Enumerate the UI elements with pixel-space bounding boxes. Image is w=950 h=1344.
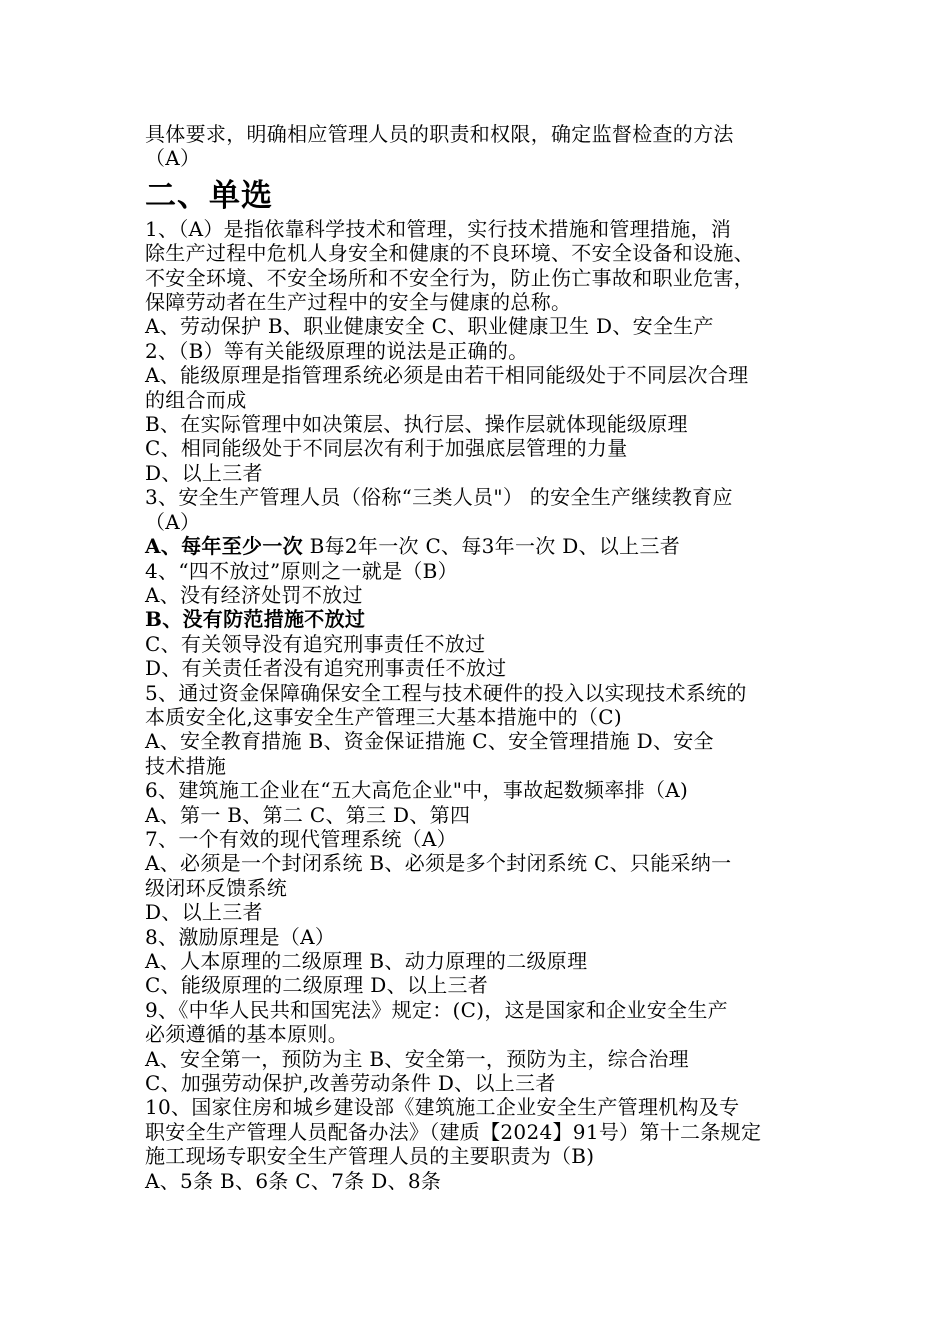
q7-option-d: D、以上三者 (145, 900, 263, 925)
q6-options: A、第一 B、第二 C、第三 D、第四 (145, 802, 471, 827)
q2-option-c: C、相同能级处于不同层次有利于加强底层管理的力量 (145, 436, 628, 461)
q7-options-line-2: 级闭环反馈系统 (145, 875, 288, 900)
q1-line-4: 保障劳动者在生产过程中的安全与健康的总称。 (145, 290, 572, 315)
q2-stem: 2、（B）等有关能级原理的说法是正确的。 (145, 338, 529, 363)
q5-stem-line-1: 5、通过资金保障确保安全工程与技术硬件的投入以实现技术系统的 (145, 680, 747, 705)
q6-stem: 6、建筑施工企业在“五大高危企业"中，事故起数频率排（A) (145, 778, 689, 803)
q3-stem-line-2: （A） (145, 509, 201, 534)
q8-stem: 8、激励原理是（A） (145, 924, 336, 949)
q10-options: A、5条 B、6条 C、7条 D、8条 (145, 1168, 442, 1193)
q1-line-2: 除生产过程中危机人身安全和健康的不良环境、不安全设备和设施、 (145, 241, 754, 266)
q3-options-rest: B每2年一次 C、每3年一次 D、以上三者 (302, 534, 681, 559)
q9-options-line-2: C、加强劳动保护,改善劳动条件 D、以上三者 (145, 1071, 556, 1096)
q2-option-a-line-1: A、能级原理是指管理系统必须是由若干相同能级处于不同层次合理 (145, 363, 749, 388)
q5-stem-line-2: 本质安全化,这事安全生产管理三大基本措施中的（C) (145, 704, 622, 729)
q2-option-d: D、以上三者 (145, 460, 263, 485)
q5-options-line-1: A、安全教育措施 B、资金保证措施 C、安全管理措施 D、安全 (145, 729, 714, 754)
q10-stem-line-1: 10、国家住房和城乡建设部《建筑施工企业安全生产管理机构及专 (145, 1095, 740, 1120)
q4-option-c: C、有关领导没有追究刑事责任不放过 (145, 631, 486, 656)
q2-option-a-line-2: 的组合而成 (145, 387, 247, 412)
q8-options-line-1: A、人本原理的二级原理 B、动力原理的二级原理 (145, 949, 588, 973)
q4-option-a: A、没有经济处罚不放过 (145, 582, 363, 607)
document-page (145, 122, 815, 1193)
q1-line-3: 不安全环境、不安全场所和不安全行为，防止伤亡事故和职业危害， (145, 265, 754, 290)
q2-option-b: B、在实际管理中如决策层、执行层、操作层就体现能级原理 (145, 412, 688, 437)
q7-options-line-1: A、必须是一个封闭系统 B、必须是多个封闭系统 C、只能采纳一 (145, 851, 732, 876)
q5-options-line-2: 技术措施 (145, 753, 227, 778)
q1-options: A、劳动保护 B、职业健康安全 C、职业健康卫生 D、安全生产 (145, 314, 714, 339)
q10-stem-line-2: 职安全生产管理人员配备办法》（建质【2024】91号）第十二条规定 (145, 1119, 762, 1144)
q7-stem: 7、一个有效的现代管理系统（A） (145, 826, 457, 851)
q1-line-1: 1、（A）是指依靠科学技术和管理，实行技术措施和管理措施，消 (145, 216, 732, 241)
intro-line-2: （A） (145, 146, 201, 171)
q8-options-line-2: C、能级原理的二级原理 D、以上三者 (145, 973, 489, 998)
q10-stem-line-3: 施工现场专职安全生产管理人员的主要职责为（B) (145, 1144, 595, 1169)
q3-stem-line-1: 3、安全生产管理人员（俗称“三类人员"） 的安全生产继续教育应 (145, 485, 733, 510)
q4-stem: 4、“四不放过”原则之一就是（B） (145, 558, 458, 583)
q4-option-d: D、有关责任者没有追究刑事责任不放过 (145, 656, 507, 681)
q3-answer-bold: A、每年至少一次 (145, 534, 303, 559)
intro-line-1: 具体要求，明确相应管理人员的职责和权限，确定监督检查的方法 (145, 122, 734, 146)
section-heading: 二、单选 (145, 177, 273, 214)
q3-options (145, 534, 815, 558)
q9-stem-line-1: 9、《中华人民共和国宪法》规定：(C)，这是国家和企业安全生产 (145, 997, 728, 1022)
q9-stem-line-2: 必须遵循的基本原则。 (145, 1022, 348, 1047)
q9-options-line-1: A、安全第一，预防为主 B、安全第一，预防为主，综合治理 (145, 1046, 689, 1071)
q4-option-b-answer: B、没有防范措施不放过 (145, 607, 366, 632)
